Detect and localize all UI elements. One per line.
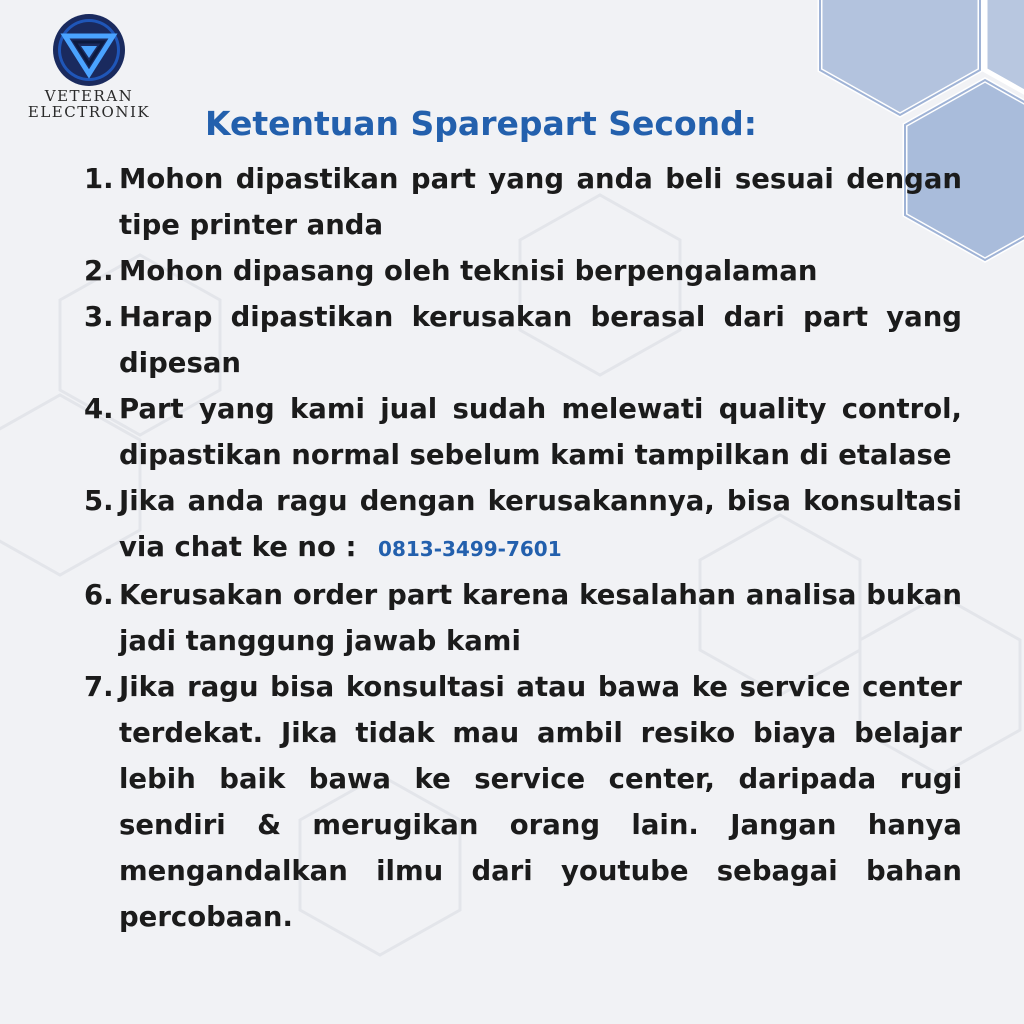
item-number: 2. [84,255,114,287]
item-number: 4. [84,393,114,425]
item-text: Mohon dipastikan part yang anda beli sesuai dengan tipe printer anda [119,163,962,241]
item-text: Part yang kami jual sudah melewati quality control, dipastikan normal sebelum kami tampilkan di etalase [119,393,962,471]
list-item [84,156,962,248]
item-text: Harap dipastikan kerusakan berasal dari part yang dipesan [119,301,962,379]
item-text: Jika ragu bisa konsultasi atau bawa ke service center terdekat. Jika tidak mau ambil resiko biaya belajar lebih baik bawa ke service center, daripada rugi sendiri & merugikan orang lain. Jangan hanya mengandalkan ilmu dari youtube sebagai bahan percobaan. [119,671,962,933]
item-text: Mohon dipasang oleh teknisi berpengalaman [119,255,818,287]
list-item [84,572,962,664]
list-item [84,386,962,478]
brand-logo [14,12,164,120]
list-item [84,294,962,386]
brand-name-line2: ELECTRONIK [27,103,151,121]
list-item [84,664,962,940]
item-number: 7. [84,671,114,703]
item-text: Jika anda ragu dengan kerusakannya, bisa konsultasi via chat ke no : [119,485,962,563]
triangle-emblem-icon [51,12,127,88]
phone-number: 0813-3499-7601 [378,537,562,561]
brand-name-line1: VETERAN [44,87,134,105]
item-number: 1. [84,163,114,195]
item-text: Kerusakan order part karena kesalahan analisa bukan jadi tanggung jawab kami [119,579,962,657]
item-number: 3. [84,301,114,333]
page-title: Ketentuan Sparepart Second: [205,104,757,143]
list-item [84,478,962,572]
item-number: 5. [84,485,114,517]
item-number: 6. [84,579,114,611]
list-item [84,248,962,294]
rules-list [84,156,962,940]
